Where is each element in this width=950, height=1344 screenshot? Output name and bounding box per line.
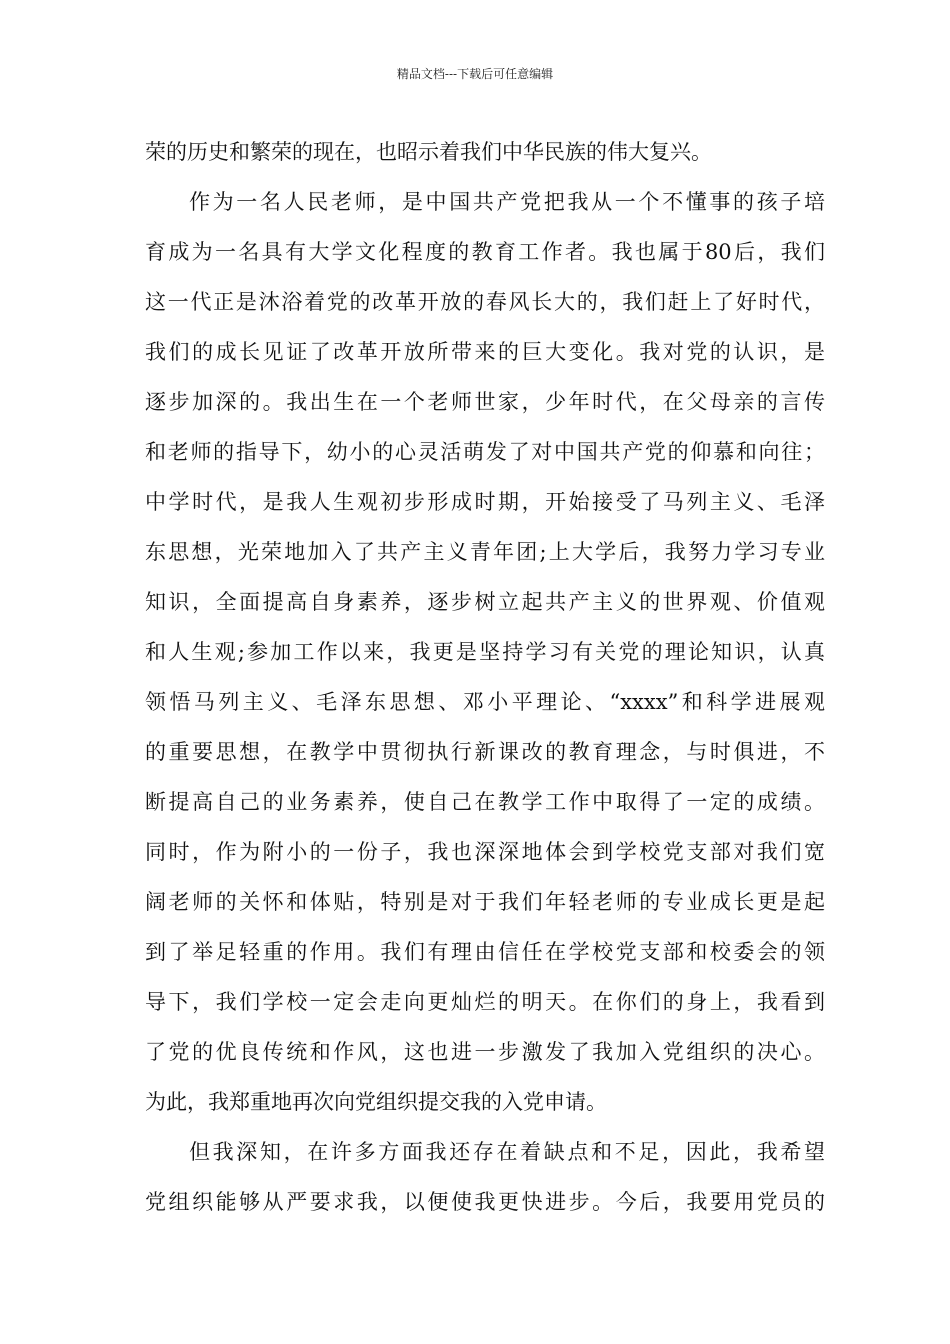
text-line: 断提高自己的业务素养，使自己在教学工作中取得了一定的成绩。 xyxy=(145,790,825,814)
text-line: 荣的历史和繁荣的现在，也昭示着我们中华民族的伟大复兴。 xyxy=(145,140,712,164)
text-line: 了党的优良传统和作风，这也进一步激发了我加入党组织的决心。 xyxy=(145,1040,825,1064)
text-line: 中学时代，是我人生观初步形成时期，开始接受了马列主义、毛泽 xyxy=(145,490,825,514)
text-line: 领悟马列主义、毛泽东思想、邓小平理论、“xxxx”和科学进展观 xyxy=(145,690,825,714)
text-line: 这一代正是沐浴着党的改革开放的春风长大的，我们赶上了好时代， xyxy=(145,290,825,314)
text-line: 为此，我郑重地再次向党组织提交我的入党申请。 xyxy=(145,1090,607,1114)
document-body xyxy=(145,127,825,1227)
text-line: 知识，全面提高自身素养，逐步树立起共产主义的世界观、价值观 xyxy=(145,590,825,614)
text-line: 导下，我们学校一定会走向更灿烂的明天。在你们的身上，我看到 xyxy=(145,990,825,1014)
text-line: 和老师的指导下，幼小的心灵活萌发了对中国共产党的仰慕和向往； xyxy=(145,440,825,464)
text-line: 的重要思想，在教学中贯彻执行新课改的教育理念，与时俱进，不 xyxy=(145,740,825,764)
text-line: 育成为一名具有大学文化程度的教育工作者。我也属于80后，我们 xyxy=(145,240,825,264)
text-line: 和人生观;参加工作以来，我更是坚持学习有关党的理论知识，认真 xyxy=(145,640,825,664)
text-line: 逐步加深的。我出生在一个老师世家，少年时代，在父母亲的言传 xyxy=(145,390,825,414)
text-line: 阔老师的关怀和体贴，特别是对于我们年轻老师的专业成长更是起 xyxy=(145,890,825,914)
text-line: 我们的成长见证了改革开放所带来的巨大变化。我对党的认识，是 xyxy=(145,340,825,364)
text-line: 党组织能够从严要求我，以便使我更快进步。今后，我要用党员的 xyxy=(145,1190,825,1214)
text-line: 东思想，光荣地加入了共产主义青年团;上大学后，我努力学习专业 xyxy=(145,540,825,564)
text-line: 但我深知，在许多方面我还存在着缺点和不足，因此，我希望 xyxy=(189,1140,825,1164)
text-line: 同时，作为附小的一份子，我也深深地体会到学校党支部对我们宽 xyxy=(145,840,825,864)
text-line: 作为一名人民老师，是中国共产党把我从一个不懂事的孩子培 xyxy=(189,190,825,214)
text-line: 到了举足轻重的作用。我们有理由信任在学校党支部和校委会的领 xyxy=(145,940,825,964)
page-header: 精品文档---下载后可任意编辑 xyxy=(396,67,554,81)
